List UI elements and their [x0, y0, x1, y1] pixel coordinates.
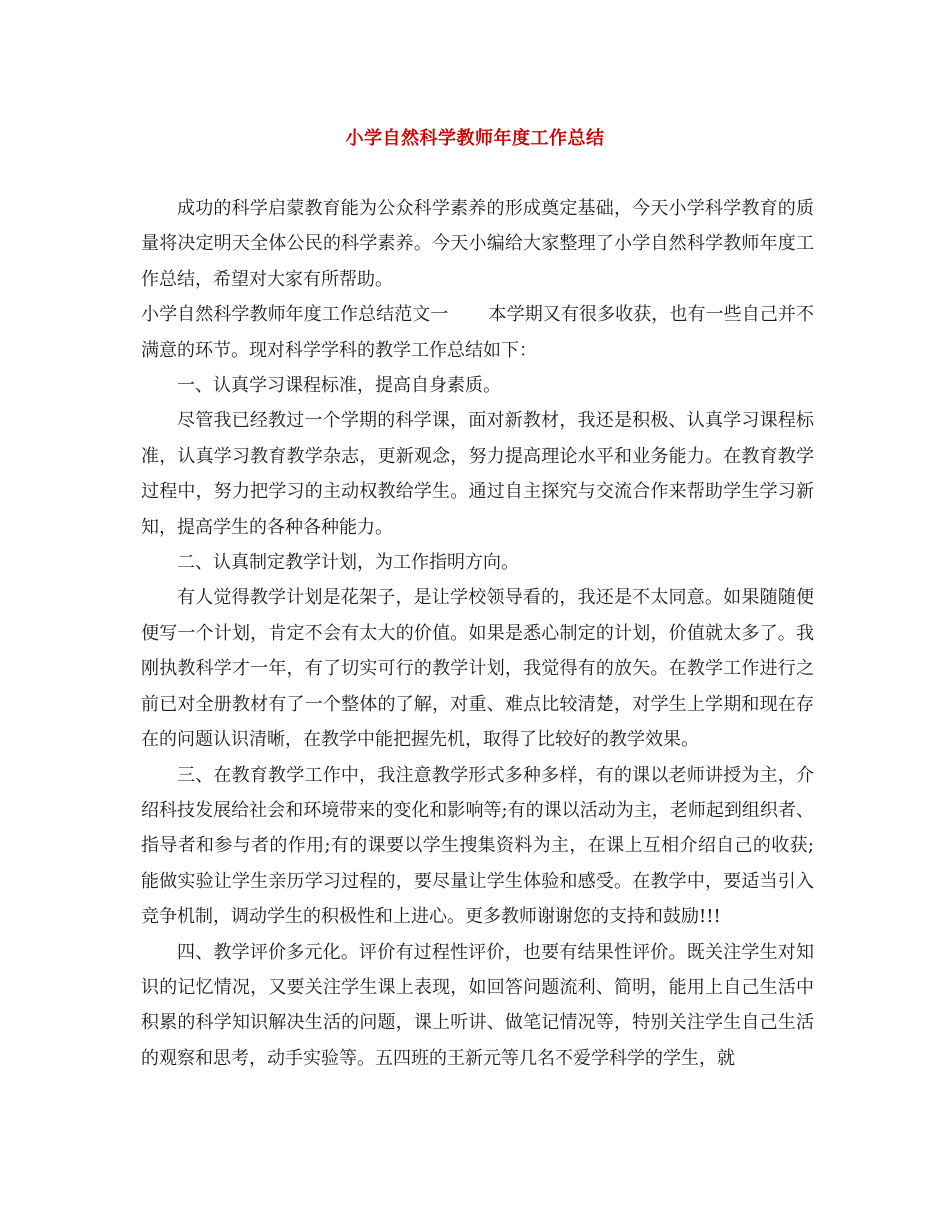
- intro-paragraph: 成功的科学启蒙教育能为公众科学素养的形成奠定基础，今天小学科学教育的质量将决定明天全体公民的科学素养。今天小编给大家整理了小学自然科学教师年度工作总结，希望对大家有所帮助。: [141, 198, 814, 290]
- section1-heading: 一、认真学习课程标准，提高自身素质。: [177, 375, 501, 397]
- sample-paragraph: [141, 297, 814, 368]
- sample-label: 小学自然科学教师年度工作总结范文一: [141, 304, 449, 326]
- section1-body: 尽管我已经教过一个学期的科学课，面对新教材，我还是积极、认真学习课程标准，认真学习教育教学杂志，更新观念，努力提高理论水平和业务能力。在教育教学过程中，努力把学习的主动权教给学生。通过自主探究与交流合作来帮助学生学习新知，提高学生的各种各种能力。: [141, 410, 814, 538]
- section2-heading: 二、认真制定教学计划，为工作指明方向。: [177, 552, 519, 574]
- document-body: [141, 191, 814, 1076]
- document-title: 小学自然科学教师年度工作总结: [345, 128, 605, 149]
- sample-lead: 本学期又有很多收获，也有一些自己并不满意的环节。现对科学学科的教学工作总结如下：: [141, 304, 815, 361]
- section2-body: 有人觉得教学计划是花架子，是让学校领导看的，我还是不太同意。如果随随便便写一个计划，肯定不会有太大的价值。如果是悉心制定的计划，价值就太多了。我刚执教科学才一年，有了切实可行的教学计划，我觉得有的放矢。在教学工作进行之前已对全册教材有了一个整体的了解，对重、难点比较清楚，对学生上学期和现在存在的问题认识清晰，在教学中能把握先机，取得了比较好的教学效果。: [141, 587, 814, 751]
- section4-body: 四、教学评价多元化。评价有过程性评价，也要有结果性评价。既关注学生对知识的记忆情况，又要关注学生课上表现，如回答问题流利、简明，能用上自己生活中积累的科学知识解决生活的问题，课上听讲、做笔记情况等，特别关注学生自己生活的观察和思考，动手实验等。五四班的王新元等几名不爱学科学的学生，就: [141, 941, 814, 1069]
- section3-body: 三、在教育教学工作中，我注意教学形式多种多样，有的课以老师讲授为主，介绍科技发展给社会和环境带来的变化和影响等;有的课以活动为主，老师起到组织者、指导者和参与者的作用;有的课要以学生搜集资料为主，在课上互相介绍自己的收获;能做实验让学生亲历学习过程的，要尽量让学生体验和感受。在教学中，要适当引入竞争机制，调动学生的积极性和上进心。更多教师谢谢您的支持和鼓励!!!: [141, 764, 814, 928]
